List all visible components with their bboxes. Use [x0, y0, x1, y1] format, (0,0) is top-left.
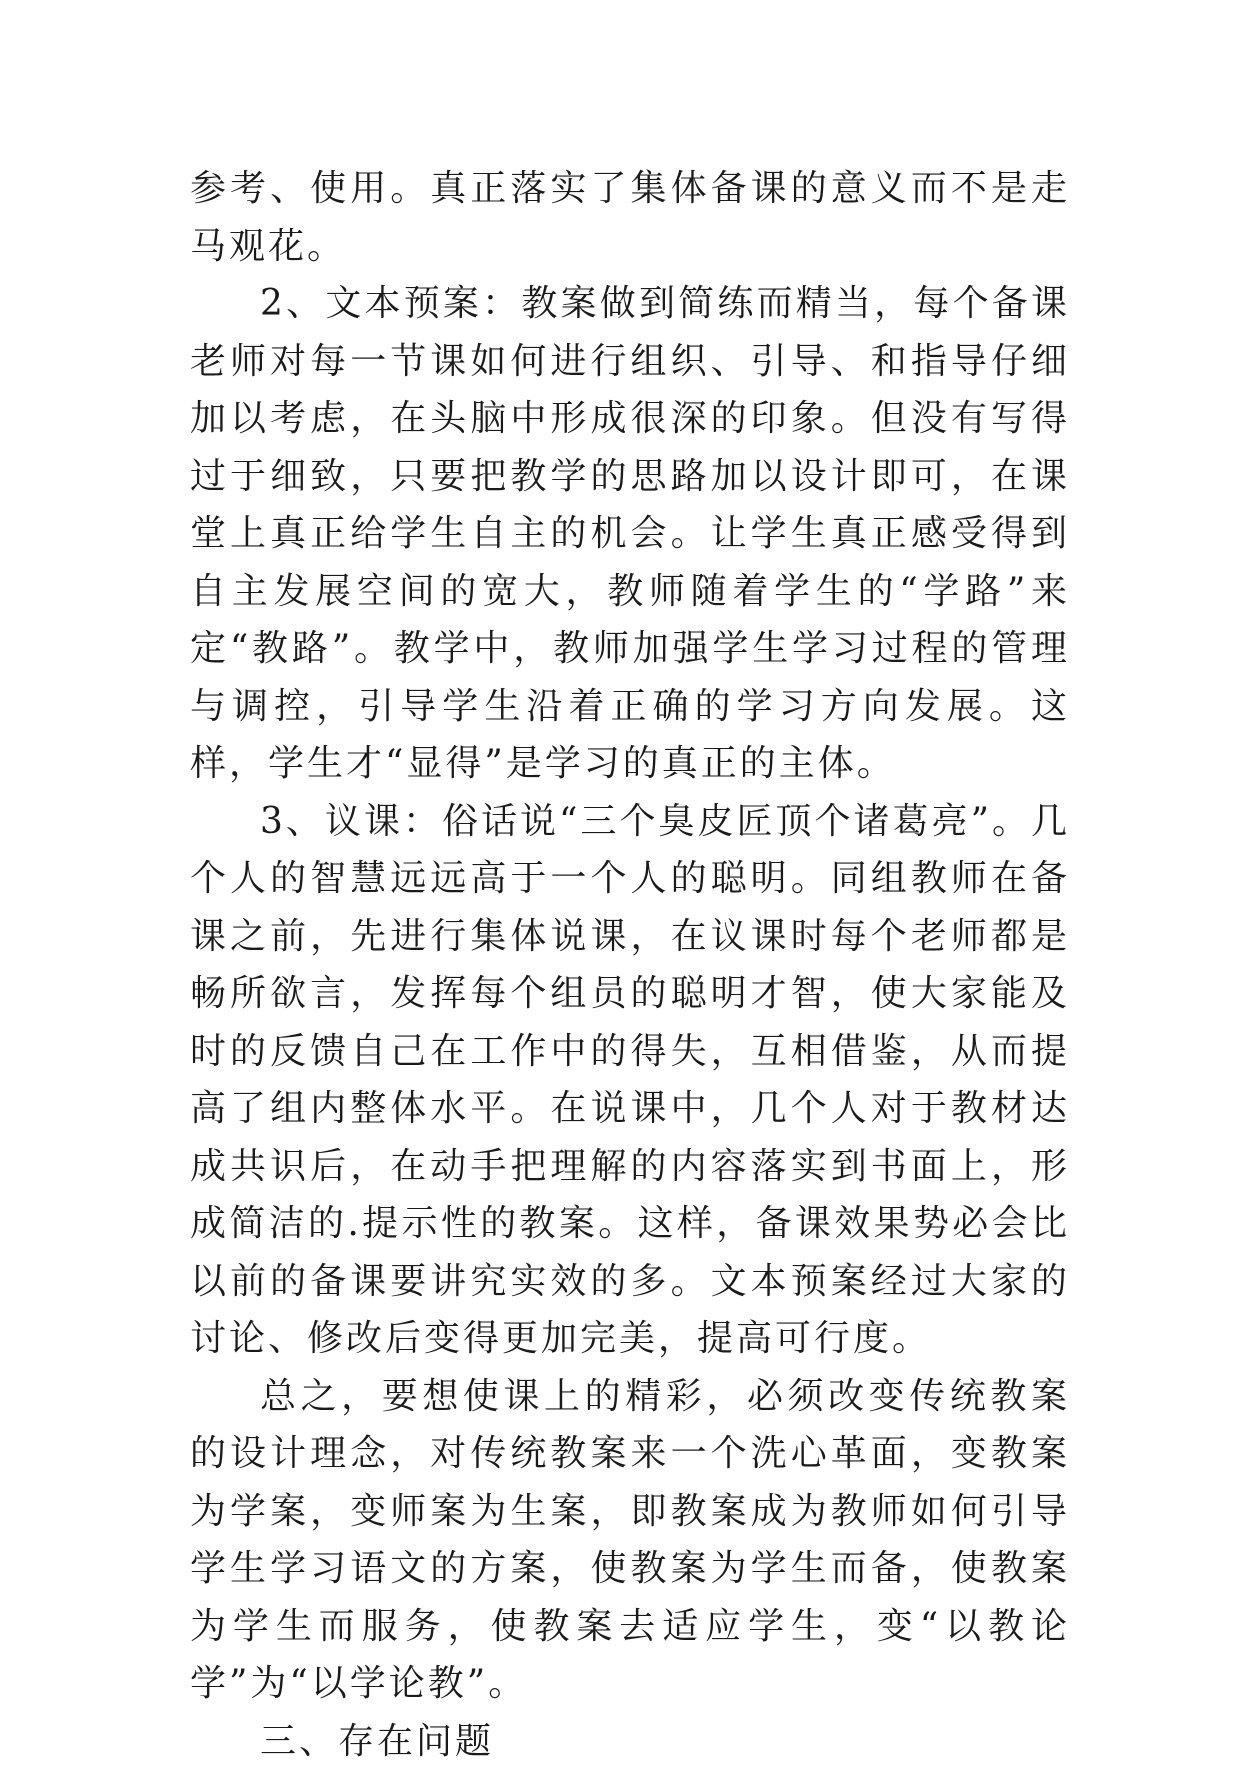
paragraph-continuation: 参考、使用。真正落实了集体备课的意义而不是走马观花。	[190, 160, 1070, 275]
section-heading-problems: 三、存在问题	[190, 1713, 1070, 1770]
paragraph-summary: 总之，要想使课上的精彩，必须改变传统教案的设计理念，对传统教案来一个洗心革面，变教案为学案，变师案为生案，即教案成为教师如何引导学生学习语文的方案，使教案为学生而备，使教案为学生而服务，使教案去适应学生，变“以教论学”为“以学论教”。	[190, 1368, 1070, 1713]
document-body	[190, 160, 1070, 1770]
paragraph-discuss-lesson: 3、议课：俗话说“三个臭皮匠顶个诸葛亮”。几个人的智慧远远高于一个人的聪明。同组教师在备课之前，先进行集体说课，在议课时每个老师都是畅所欲言，发挥每个组员的聪明才智，使大家能及时的反馈自己在工作中的得失，互相借鉴，从而提高了组内整体水平。在说课中，几个人对于教材达成共识后，在动手把理解的内容落实到书面上，形成简洁的.提示性的教案。这样，备课效果势必会比以前的备课要讲究实效的多。文本预案经过大家的讨论、修改后变得更加完美，提高可行度。	[190, 793, 1070, 1368]
paragraph-text-plan: 2、文本预案：教案做到简练而精当，每个备课老师对每一节课如何进行组织、引导、和指导仔细加以考虑，在头脑中形成很深的印象。但没有写得过于细致，只要把教学的思路加以设计即可，在课堂上真正给学生自主的机会。让学生真正感受得到自主发展空间的宽大，教师随着学生的“学路”来定“教路”。教学中，教师加强学生学习过程的管理与调控，引导学生沿着正确的学习方向发展。这样，学生才“显得”是学习的真正的主体。	[190, 275, 1070, 793]
